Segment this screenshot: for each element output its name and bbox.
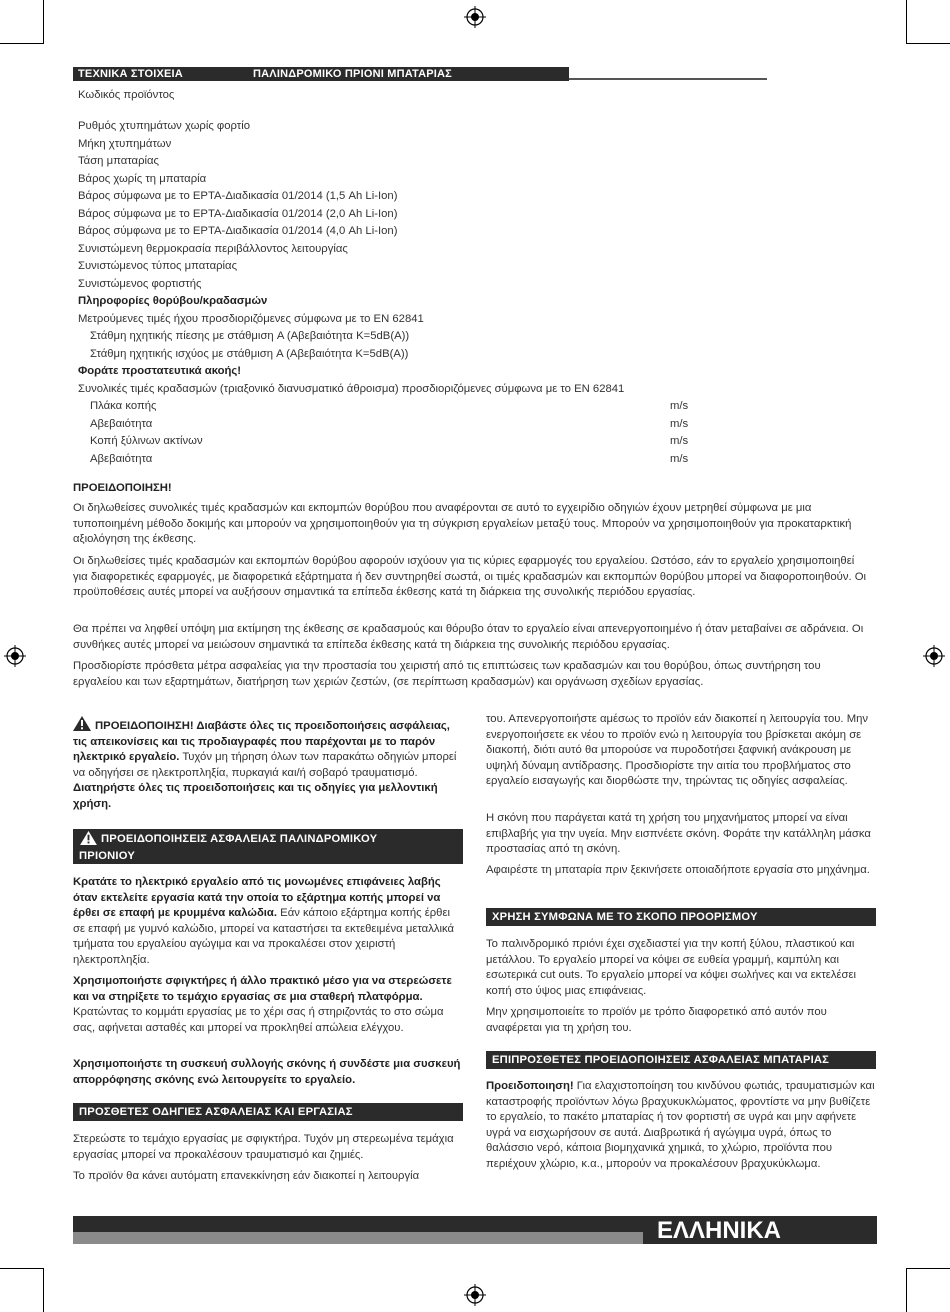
- paragraph-clamps: [73, 974, 463, 1036]
- warning-paragraph-1: Οι δηλωθείσες συνολικές τιμές κραδασμών και εκπομπών θορύβου που αναφέρονται σε αυτό το εγχειρίδιο οδηγιών έχουν μετρηθεί σύμφωνα με μια τυποποιημένη μέθοδο δοκιμής και μπορούν να χρησιμοποιηθούν για τη σύγκριση εργαλείων μεταξύ τους. Μπορούν να χρησιμοποιηθούν για προκαταρκτική αξιολόγηση της έκθεσης.: [73, 502, 852, 545]
- spec-unit: m/s: [670, 400, 689, 412]
- registration-mark-icon: [923, 645, 945, 667]
- warning-text: Τυχόν μη τήρηση όλων των παρακάτω οδηγιών μπορεί να οδηγήσει σε ηλεκτροπληξία, πυρκαγιά και/ή σοβαρό τραυματισμό.: [73, 751, 457, 779]
- battery-warning-bold: Προειδοποιηση!: [486, 1080, 574, 1092]
- paragraph-secure-workpiece: Στερεώστε το τεμάχιο εργασίας με σφιγκτήρα. Τυχόν μη στερεωμένα τεμάχια εργασίας μπορεί να προκαλέσουν τραυματισμό και ζημιές.: [73, 1133, 454, 1161]
- general-safety-warning: [73, 716, 465, 813]
- spec-vibration-total: Συνολικές τιμές κραδασμών (τριαξονικό διανυσματικό άθροισμα) προσδιοριζόμενες σύμφωνα με το EN 62841: [78, 382, 625, 395]
- spec-weight-15ah: Βάρος σύμφωνα με το EPTA-Διαδικασία 01/2014 (1,5 Ah Li-Ion): [78, 190, 398, 202]
- paragraph-intended-use: Το παλινδρομικό πριόνι έχει σχεδιαστεί για την κοπή ξύλου, πλαστικού και μετάλλου. Το εργαλείο μπορεί να κόψει σε ευθεία γραμμή, καμπύλη και εσωτερικά cut outs. Το εργαλείο μπορεί να κόψει σωλήνες και να εκτελέσει κοπή στο ύψος μιας επιφάνειας.: [486, 938, 857, 997]
- paragraph-restart-continued: του. Απενεργοποιήστε αμέσως το προϊόν εάν διακοπεί η λειτουργία του. Μην ενεργοποιήσετε εκ νέου το προϊόν ενώ η λειτουργία του βρίσκεται ακόμη σε διακοπή, διότι αυτό θα μπορούσε να πυροδοτήσει ξαφνική ανάκρουση με υψηλή δύναμη αντίδρασης. Προσδιορίστε την αιτία του προβλήματος στο εργαλείο εισαγωγής και διορθώστε την, τηρώντας τις οδηγίες ασφαλείας.: [486, 713, 869, 788]
- footer-language-bar: [73, 1216, 877, 1244]
- section-heading-additional-instructions: [73, 1103, 463, 1121]
- crop-mark-top-left-v: [43, 0, 44, 44]
- spec-temperature: Συνιστώμενη θερμοκρασία περιβάλλοντος λειτουργίας: [78, 242, 348, 255]
- registration-mark-icon: [4, 645, 26, 667]
- section-heading-intended-use-label: ΧΡΗΣΗ ΣΥΜΦΩΝΑ ΜΕ ΤΟ ΣΚΟΠΟ ΠΡΟΟΡΙΣΜΟΥ: [492, 911, 758, 923]
- spec-product-code: Κωδικός προϊόντος: [78, 89, 175, 101]
- spec-board-cutting: Πλάκα κοπής: [90, 400, 157, 412]
- paragraph-remove-battery: Αφαιρέστε τη μπαταρία πριν ξεκινήσετε οποιαδήποτε εργασία στο μηχάνημα.: [486, 864, 870, 876]
- spec-battery-type: Συνιστώμενος τύπος μπαταρίας: [78, 260, 238, 272]
- hold-text: Εάν κάποιο εξάρτημα κοπής έρθει σε επαφή με γυμνό καλώδιο, μπορεί να καταστήσει τα εκτεθειμένα μεταλλικά τμήματα του εργαλείου αγώγιμα και να προκαλέσει στον χειριστή ηλεκτροπληξία.: [73, 907, 455, 966]
- crop-mark-top-right-v: [906, 0, 907, 44]
- paragraph-misuse: Μην χρησιμοποιείτε το προϊόν με τρόπο διαφορετικό από αυτόν που αναφέρεται για τη χρήση του.: [486, 1006, 827, 1034]
- warning-triangle-icon: [73, 716, 91, 731]
- spec-weight-40ah: Βάρος σύμφωνα με το EPTA-Διαδικασία 01/2014 (4,0 Ah Li-Ion): [78, 225, 398, 237]
- crop-mark-bottom-right-h: [906, 1268, 950, 1269]
- tech-specs-header: [73, 67, 767, 81]
- spec-uncertainty-1: Αβεβαιότητα: [90, 417, 153, 430]
- crop-mark-bottom-left-v: [43, 1268, 44, 1312]
- section-heading-saw-safety-line-2: ΠΡΙΟΝΙΟΥ: [79, 850, 135, 862]
- clamp-bold: Χρησιμοποιήστε σφιγκτήρες ή άλλο πρακτικό μέσο για να στερεώσετε και να στηρίξετε το τεμάχιο εργασίας σε μια σταθερή πλατφόρμα.: [73, 975, 452, 1003]
- spec-noise-heading: Πληροφορίες θορύβου/κραδασμών: [78, 295, 268, 307]
- spec-stroke-length: Μήκη χτυπημάτων: [78, 137, 172, 150]
- warning-paragraph-4: Προσδιορίστε πρόσθετα μέτρα ασφαλείας για την προστασία του χειριστή από τις επιπτώσεις των κραδασμών και του θορύβου, όπως συντήρηση του εργαλείου και των εξαρτημάτων, διατήρηση των χεριών ζεστών, (σε περίπτωση κραδασμών) και οργάνωση σχεδίων εργασίας.: [73, 660, 821, 688]
- registration-mark-icon: [464, 1284, 486, 1306]
- footer-language-label: ΕΛΛΗΝΙΚΑ: [656, 1217, 781, 1244]
- spec-uncertainty-2: Αβεβαιότητα: [90, 452, 153, 465]
- spec-voltage: Τάση μπαταρίας: [78, 155, 160, 167]
- section-heading-battery-safety-label: ΕΠΙΠΡΟΣΘΕΤΕΣ ΠΡΟΕΙΔΟΠΟΙΗΣΕΙΣ ΑΣΦΑΛΕΙΑΣ ΜΠΑΤΑΡΙΑΣ: [492, 1054, 830, 1066]
- battery-warning-text: Για ελαχιστοποίηση του κινδύνου φωτιάς, τραυματισμών και καταστροφής προϊόντων λόγω βραχυκυκλώματος, φροντίστε να μην βυθίζετε το εργαλείο, το πακέτο μπαταρίας ή τον φορτιστή σε υγρά και μην αφήνετε υγρά να εισχωρήσουν σε αυτά. Διαβρωτικά ή αγώγιμα υγρά, όπως το θαλάσσιο νερό, κάποια βιομηχανικά χημικά, το χλώριο, προϊόντα που περιέχουν χλώριο, κ.α., μπορούν να προκαλέσουν βραχυκύκλωμα.: [486, 1080, 875, 1170]
- header-product: ΠΑΛΙΝΔΡΟΜΙΚΟ ΠΡΙΟΝΙ ΜΠΑΤΑΡΙΑΣ: [253, 68, 452, 80]
- spec-unit: m/s: [670, 435, 689, 447]
- warning-paragraph-3: Θα πρέπει να ληφθεί υπόψη μια εκτίμηση της έκθεσης σε κραδασμούς και θόρυβο όταν το εργαλείο είναι απενεργοποιημένο ή όταν μεταβαίνει σε αδράνεια. Οι συνθήκες αυτές μπορεί να μειώσουν σημαντικά τα επίπεδα έκθεσης κατά τη διάρκεια της συνολικής περιόδου εργασίας.: [73, 623, 864, 651]
- spec-wood-beams: Κοπή ξύλινων ακτίνων: [90, 435, 203, 447]
- spec-sound-power: Στάθμη ηχητικής ισχύος με στάθμιση A (Αβεβαιότητα K=5dB(A)): [90, 347, 409, 360]
- section-heading-intended-use: [486, 908, 876, 926]
- warning-bold-2: Διατηρήστε όλες τις προειδοποιήσεις και τις οδηγίες για μελλοντική χρήση.: [73, 782, 438, 810]
- footer-grey-strip: [73, 1232, 643, 1244]
- registration-mark-icon: [464, 6, 486, 28]
- paragraph-dust-hazard: Η σκόνη που παράγεται κατά τη χρήση του μηχανήματος μπορεί να είναι επιβλαβής για την υγεία. Μην εισπνέετε σκόνη. Φοράτε την κατάλληλη μάσκα προστασίας από τη σκόνη.: [486, 812, 871, 856]
- spec-noise-measured: Μετρούμενες τιμές ήχου προσδιοριζόμενες σύμφωνα με το EN 62841: [78, 312, 424, 325]
- spec-charger: Συνιστώμενος φορτιστής: [78, 277, 202, 290]
- hold-bold: Κρατάτε το ηλεκτρικό εργαλείο από τις μονωμένες επιφάνειες λαβής όταν εκτελείτε εργασία κατά την οποία το εξάρτημα κοπής μπορεί να έρθει σε επαφή με κρυμμένα καλώδια.: [73, 876, 441, 920]
- warning-bold-1: ΠΡΟΕΙΔΟΠΟΙΗΣΗ! Διαβάστε όλες τις προειδοποιήσεις ασφάλειας, τις απεικονίσεις και τις προδιαγραφές που παρέχονται με το παρόν ηλεκτρικό εργαλείο.: [73, 720, 450, 764]
- spec-unit: m/s: [670, 417, 689, 430]
- paragraph-dust-collection: [73, 1057, 463, 1088]
- warning-paragraph-2: Οι δηλωθείσες τιμές κραδασμών και εκπομπών θορύβου αφορούν ισχύουν για τις κύριες εφαρμογές του εργαλείου. Ωστόσο, εάν το εργαλείο χρησιμοποιηθεί για διαφορετικές εφαρμογές, με διαφορετικά εξάρτηματα ή δεν συντηρηθεί σωστά, οι τιμές κραδασμών και εκπομπών θορύβου μπορεί να διαφοροποιηθούν. Οι προϋποθέσεις αυτές μπορεί να αυξήσουν σημαντικά τα επίπεδα έκθεσης κατά τη διάρκεια της συνολικής περιόδου εργασίας.: [73, 555, 867, 598]
- spec-stroke-rate: Ρυθμός χτυπημάτων χωρίς φορτίο: [78, 120, 251, 132]
- crop-mark-top-right-h: [906, 43, 950, 44]
- paragraph-battery-warning: [486, 1079, 878, 1173]
- warning-triangle-icon: [80, 831, 97, 845]
- warning-title: ΠΡΟΕΙΔΟΠΟΙΗΣΗ!: [73, 482, 172, 494]
- paragraph-hold-insulated: [73, 875, 463, 969]
- section-heading-saw-safety-line-1: ΠΡΟΕΙΔΟΠΟΙΗΣΕΙΣ ΑΣΦΑΛΕΙΑΣ ΠΑΛΙΝΔΡΟΜΙΚΟΥ: [101, 833, 378, 845]
- spec-unit: m/s: [670, 452, 689, 465]
- footer-language-tab: [643, 1216, 877, 1244]
- spec-weight-20ah: Βάρος σύμφωνα με το EPTA-Διαδικασία 01/2014 (2,0 Ah Li-Ion): [78, 207, 398, 220]
- section-heading-battery-safety: [486, 1051, 876, 1069]
- crop-mark-top-left-h: [0, 43, 44, 44]
- crop-mark-bottom-left-h: [0, 1268, 44, 1269]
- header-title: ΤΕΧΝΙΚΑ ΣΤΟΙΧΕΙΑ: [78, 68, 183, 80]
- section-heading-additional-instructions-label: ΠΡΟΣΘΕΤΕΣ ΟΔΗΓΙΕΣ ΑΣΦΑΛΕΙΑΣ ΚΑΙ ΕΡΓΑΣΙΑΣ: [79, 1106, 353, 1118]
- spec-sound-pressure: Στάθμη ηχητικής πίεσης με στάθμιση A (Αβεβαιότητα K=5dB(A)): [90, 330, 410, 342]
- header-rule: [569, 78, 767, 80]
- spec-weight-no-battery: Βάρος χωρίς τη μπαταρία: [78, 172, 207, 185]
- paragraph-restart: Το προϊόν θα κάνει αυτόματη επανεκκίνηση εάν διακοπεί η λειτουργία: [73, 1170, 420, 1182]
- section-heading-saw-safety: [73, 829, 463, 864]
- crop-mark-bottom-right-v: [906, 1268, 907, 1312]
- spec-ear-protection: Φοράτε προστατευτικά ακοής!: [78, 365, 242, 377]
- dust-bold: Χρησιμοποιήστε τη συσκευή συλλογής σκόνης ή συνδέστε μια συσκευή απορρόφησης σκόνης ενώ λειτουργείτε το εργαλείο.: [73, 1058, 461, 1086]
- clamp-text: Κρατώντας το κομμάτι εργασίας με το χέρι σας ή στηριζοντάς το στο σώμα σας, αφήνεται ασταθές και μπορεί να προκληθεί απώλεια ελέγχου.: [73, 1006, 444, 1034]
